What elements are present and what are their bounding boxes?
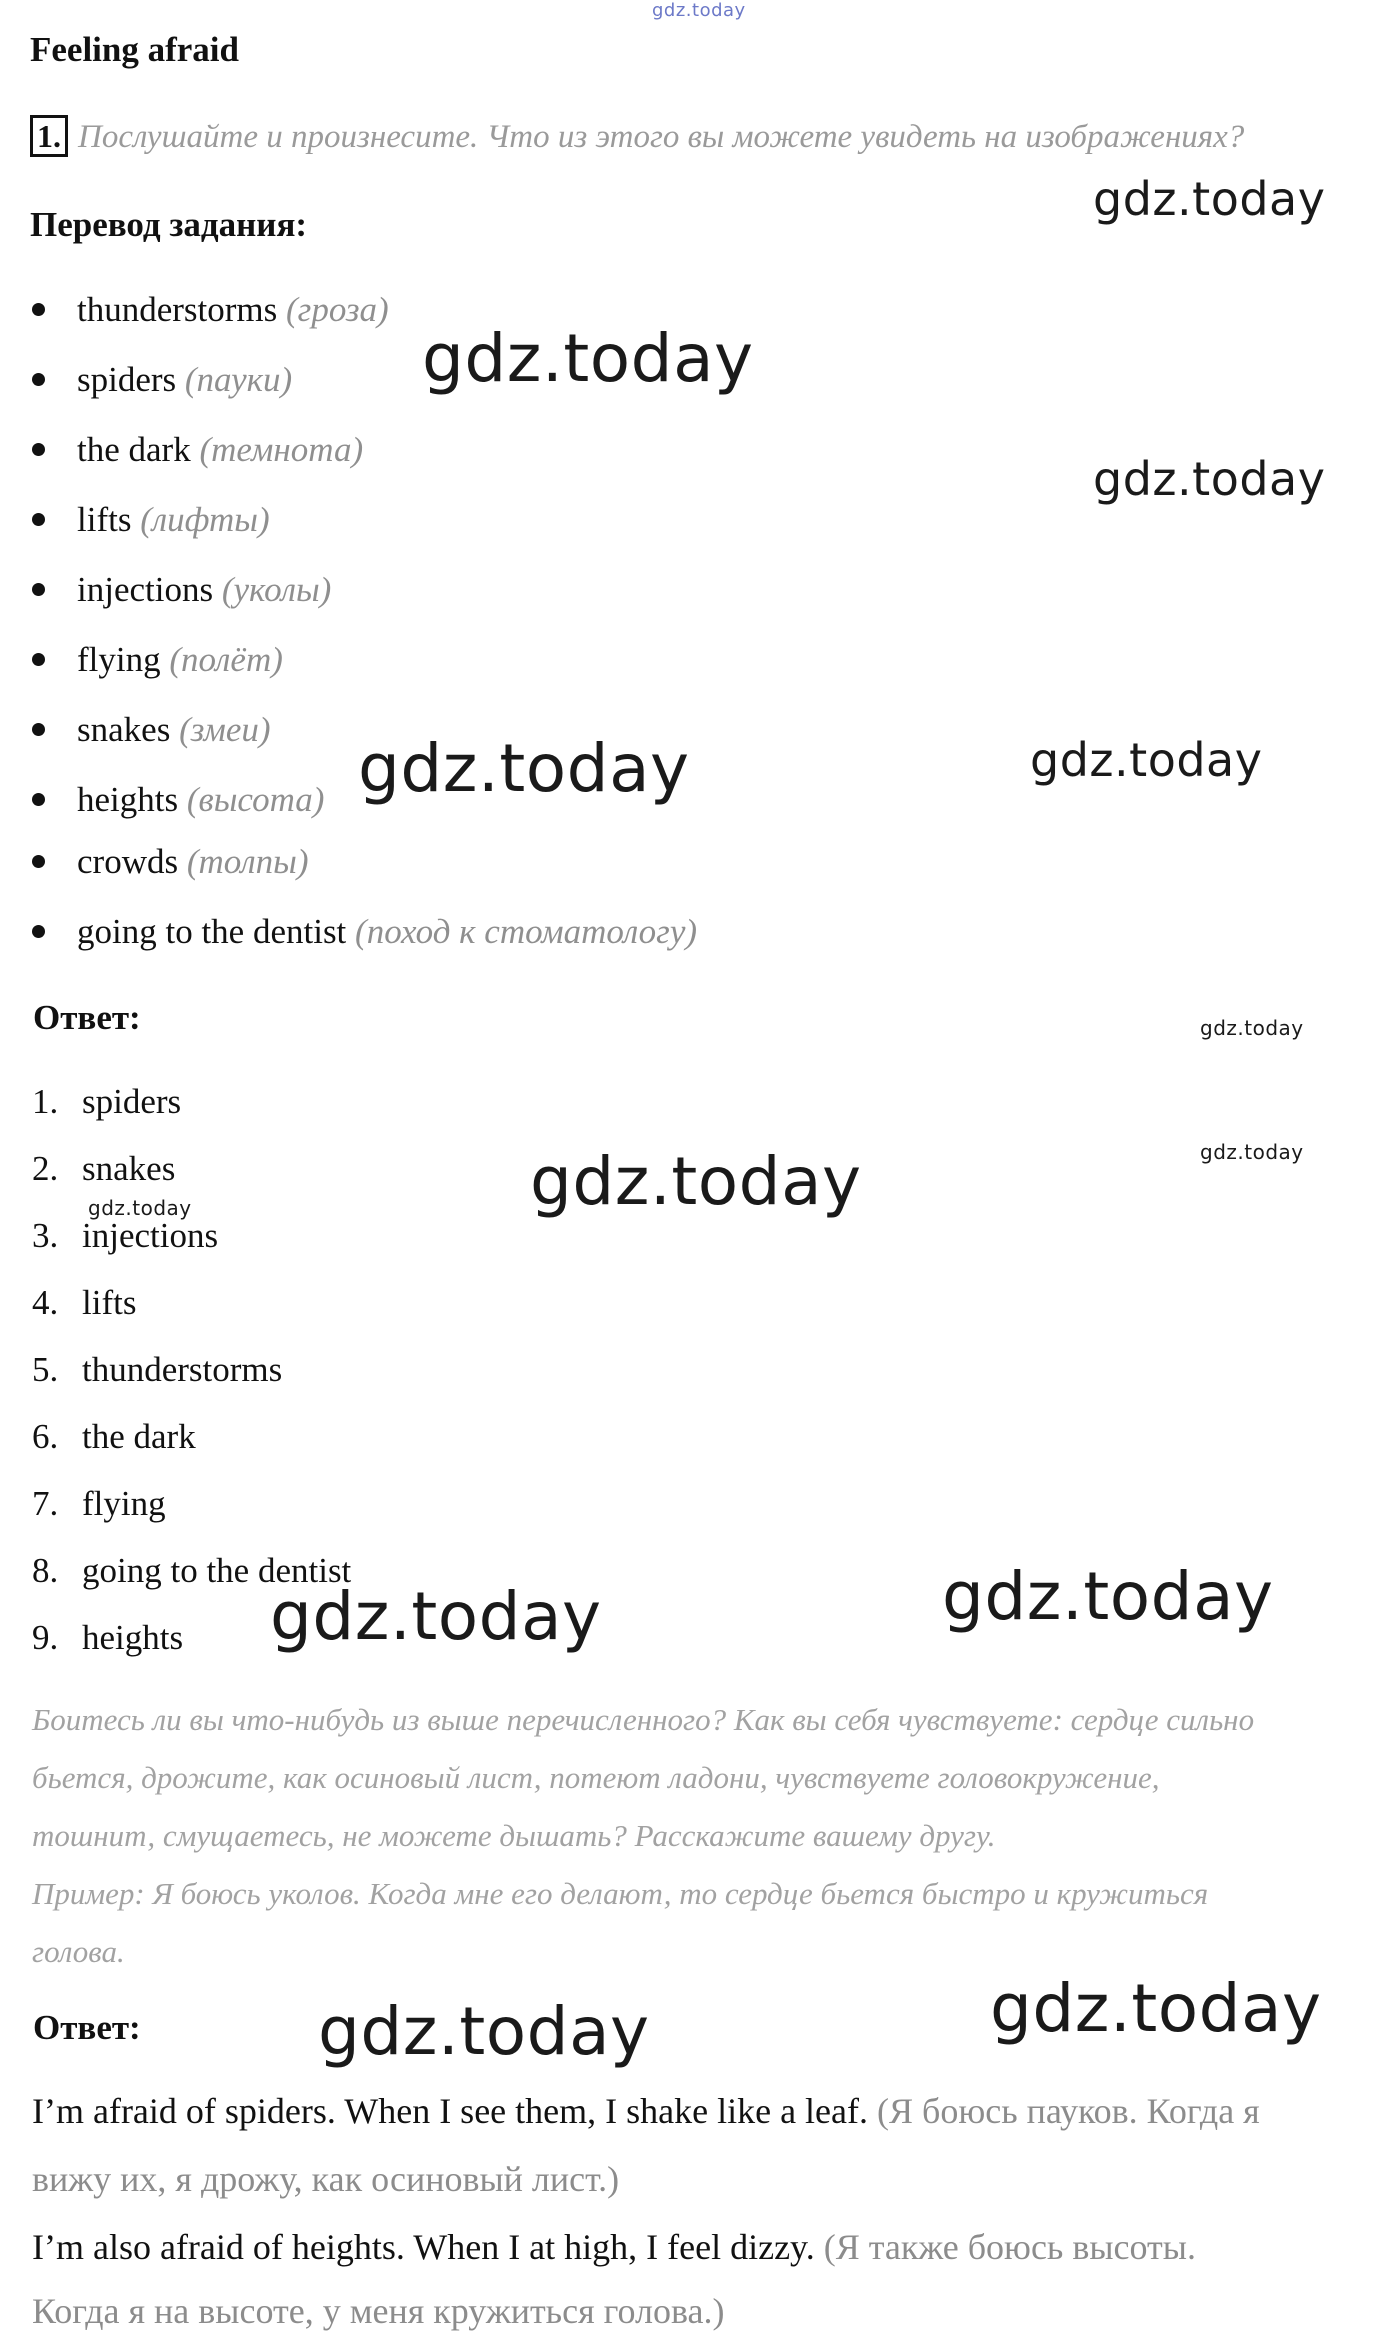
list-item: [32, 1283, 136, 1323]
vocab-translation: (змеи): [179, 710, 271, 749]
list-item: [32, 1484, 166, 1524]
paragraph-line: бьется, дрожите, как осиновый лист, потеют ладони, чувствуете головокружение,: [32, 1760, 1160, 1795]
answer-en: I’m afraid of spiders. When I see them, I shake like a leaf.: [32, 2091, 868, 2131]
vocab-translation: (высота): [186, 780, 325, 819]
list-item: [32, 500, 270, 540]
vocab-term: spiders: [77, 360, 177, 399]
answer2-heading: Ответ:: [33, 2008, 141, 2047]
vocab-translation: (толпы): [186, 842, 309, 881]
task-header: [30, 118, 1244, 156]
answer-line: [32, 2290, 725, 2332]
list-item: [32, 1216, 218, 1256]
list-number: 4.: [32, 1283, 59, 1322]
watermark: gdz.today: [942, 1558, 1274, 1635]
task-text: Послушайте и произнесите. Что из этого вы можете увидеть на изображениях?: [78, 119, 1245, 155]
answer-text: spiders: [82, 1082, 182, 1121]
watermark: gdz.today: [1200, 1140, 1304, 1164]
answer-ru: (Я боюсь пауков. Когда я: [877, 2091, 1260, 2131]
bullet-icon: [32, 723, 45, 736]
list-number: 9.: [32, 1618, 59, 1657]
watermark: gdz.today: [358, 730, 690, 807]
answer-line: [32, 2090, 1260, 2132]
bullet-icon: [32, 583, 45, 596]
vocab-term: thunderstorms: [77, 290, 278, 329]
answer-ru: Когда я на высоте, у меня кружиться голова.): [32, 2291, 725, 2331]
list-number: 6.: [32, 1417, 59, 1456]
list-item: [32, 1350, 282, 1390]
answer-text: lifts: [82, 1283, 137, 1322]
list-item: [32, 360, 292, 400]
list-number: 1.: [32, 1082, 59, 1121]
list-item: [32, 430, 363, 470]
list-number: 2.: [32, 1149, 59, 1188]
list-item: [32, 780, 324, 820]
watermark: gdz.today: [270, 1578, 602, 1655]
answer-line: [32, 2226, 1196, 2268]
watermark: gdz.today: [1030, 733, 1263, 787]
vocab-translation: (пауки): [184, 360, 293, 399]
answer-text: the dark: [82, 1417, 196, 1456]
vocab-translation: (полёт): [169, 640, 283, 679]
vocab-translation: (гроза): [286, 290, 389, 329]
paragraph-line: тошнит, смущаетесь, не можете дышать? Расскажите вашему другу.: [32, 1818, 996, 1853]
list-item: [32, 1082, 181, 1122]
list-item: [32, 640, 283, 680]
watermark: gdz.today: [530, 1143, 862, 1220]
list-item: [32, 1417, 196, 1457]
vocab-term: going to the dentist: [77, 912, 347, 951]
bullet-icon: [32, 925, 45, 938]
bullet-icon: [32, 513, 45, 526]
answer-text: going to the dentist: [82, 1551, 352, 1590]
answer-heading: Ответ:: [33, 998, 141, 1037]
answer-text: snakes: [82, 1149, 176, 1188]
vocab-term: crowds: [77, 842, 179, 881]
watermark: gdz.today: [422, 320, 754, 397]
answer-text: flying: [82, 1484, 166, 1523]
vocab-translation: (поход к стоматологу): [355, 912, 698, 951]
vocab-translation: (уколы): [221, 570, 332, 609]
bullet-icon: [32, 855, 45, 868]
watermark-top: gdz.today: [652, 0, 746, 21]
list-item: [32, 1149, 175, 1189]
vocab-term: the dark: [77, 430, 191, 469]
list-item: [32, 1551, 351, 1591]
vocab-term: snakes: [77, 710, 171, 749]
answer-en: I’m also afraid of heights. When I at high, I feel dizzy.: [32, 2227, 815, 2267]
watermark: gdz.today: [1093, 452, 1326, 506]
list-number: 3.: [32, 1216, 59, 1255]
answer-ru: (Я также боюсь высоты.: [823, 2227, 1196, 2267]
watermark: gdz.today: [990, 1970, 1322, 2047]
watermark: gdz.today: [1200, 1016, 1304, 1040]
translation-heading: Перевод задания:: [30, 205, 308, 244]
bullet-icon: [32, 443, 45, 456]
vocab-term: heights: [77, 780, 179, 819]
vocab-term: lifts: [77, 500, 132, 539]
list-number: 7.: [32, 1484, 59, 1523]
list-number: 5.: [32, 1350, 59, 1389]
task-number: 1.: [30, 115, 68, 157]
list-item: [32, 710, 271, 750]
vocab-term: flying: [77, 640, 161, 679]
bullet-icon: [32, 653, 45, 666]
vocab-term: injections: [77, 570, 214, 609]
list-item: [32, 1618, 183, 1658]
bullet-icon: [32, 303, 45, 316]
answer-text: thunderstorms: [82, 1350, 283, 1389]
watermark: gdz.today: [88, 1196, 192, 1220]
list-item: [32, 290, 389, 330]
paragraph-line: голова.: [32, 1934, 125, 1969]
answer-line: [32, 2158, 619, 2200]
watermark: gdz.today: [1093, 172, 1326, 226]
list-item: [32, 912, 697, 952]
bullet-icon: [32, 793, 45, 806]
page-title: Feeling afraid: [30, 30, 239, 69]
list-number: 8.: [32, 1551, 59, 1590]
list-item: [32, 570, 331, 610]
answer-ru: вижу их, я дрожу, как осиновый лист.): [32, 2159, 620, 2199]
paragraph-line: Пример: Я боюсь уколов. Когда мне его делают, то сердце бьется быстро и кружиться: [32, 1876, 1209, 1911]
answer-text: heights: [82, 1618, 184, 1657]
vocab-translation: (лифты): [140, 500, 270, 539]
list-item: [32, 842, 309, 882]
bullet-icon: [32, 373, 45, 386]
watermark: gdz.today: [318, 1993, 650, 2070]
vocab-translation: (темнота): [199, 430, 364, 469]
answer-text: injections: [82, 1216, 219, 1255]
paragraph-line: Боитесь ли вы что-нибудь из выше перечисленного? Как вы себя чувствуете: сердце сильно: [32, 1702, 1255, 1737]
